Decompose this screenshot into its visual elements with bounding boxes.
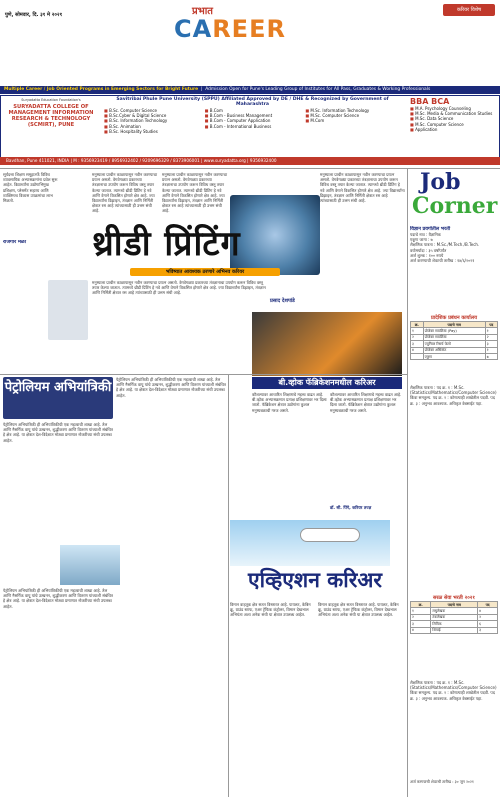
course-col-3: ■ M.Sc. Information Technology ■ M.Sc. Computer Science ■ M.Com xyxy=(305,108,404,152)
job-corner-logo: Job Corner xyxy=(412,169,498,219)
job-table: क्र. पदाचे नाव पद १ प्रोजेक्ट सायंटिस्ट (Pay) १ २ प्रोजेक्ट सायंटिस्ट २ ३ ज्युनियर रिसर्च फेलो ३ ४ प्रोजेक्ट असिस्टंट १ एकूण ७ xyxy=(410,321,498,360)
table-row: २ टंकलेखक २ xyxy=(411,614,498,620)
job-table-block: प्रादेशिक प्रबंधन कार्यालय क्र. पदाचे नाव पद १ प्रोजेक्ट सायंटिस्ट (Pay) १ २ प्रोजेक्ट सायंटिस्ट २ ३ ज्युनियर रिसर्च फेलो ३ ४ प्रोजेक्ट असिस्टंट १ एकूण ७ xyxy=(410,315,498,360)
section-badge: करियर विशेष xyxy=(443,4,495,16)
table-row: ३ ज्युनियर रिसर्च फेलो ३ xyxy=(411,341,498,347)
table-row: ४ प्रोजेक्ट असिस्टंट १ xyxy=(411,347,498,353)
course-col-2: ■ B.Com ■ B.Com - Business Management ■ B.Com - Computer Application ■ B.Com - International Business xyxy=(205,108,304,152)
article-printing-col2: मनुष्याला प्राचीन काळापासून नवीन करण्याचा प्रयत्न असतो. वेगवेगळ्या प्रकारच्या तंत्रज्ञानाचा उपयोग करून विविध वस्तू तयार केल्या जातात. त्यामध्ये थ्रीडी प्रिंटिंग हे नवे आणि वेगाने विकसित होणारे क्षेत्र आहे. ज्या विद्यार्थ्यांना डिझाइन, तंत्रज्ञान आणि निर्मिती क्षेत्रात रस आहे त्यांच्यासाठी ही उत्तम संधी आहे. xyxy=(92,172,157,214)
article-petro-title: पेट्रोलियम अभियांत्रिकी xyxy=(3,377,113,419)
article-printing-right: मनुष्याला प्राचीन काळापासून नवीन करण्याचा प्रयत्न असतो. वेगवेगळ्या प्रकारच्या तंत्रज्ञानाचा उपयोग करून विविध वस्तू तयार केल्या जातात. त्यामध्ये थ्रीडी प्रिंटिंग हे नवे आणि वेगाने विकसित होणारे क्षेत्र आहे. ज्या विद्यार्थ्यांना डिझाइन, तंत्रज्ञान आणि निर्मिती क्षेत्रात रस आहे त्यांच्यासाठी ही उत्तम संधी आहे. xyxy=(320,172,405,204)
aviation-image xyxy=(230,520,390,566)
table-row: १ लघुलेखक ४ xyxy=(411,608,498,614)
article-printing-subtitle: भविष्यात आवश्यक ठरणारे अभिनव करियर xyxy=(130,268,280,276)
printer-illustration xyxy=(48,280,88,340)
article-aviation-author: डॉ. सी. पिंगे, करियर तज्ज्ञ xyxy=(330,505,372,510)
ads-table-block: सरळ सेवा भरती २०२१ क्र. पदाचे नाव पद १ लघुलेखक ४ २ टंकलेखक २ ३ लिपिक ६ ४ शिपाई ३ xyxy=(410,595,498,634)
article-petro-col3: पेट्रोलियम अभियांत्रिकी ही अभियांत्रिकीची एक महत्वाची शाखा आहे. तेल आणि नैसर्गिक वायू यांचे उत्खनन, शुद्धीकरण आणि वितरण यांच्याशी संबंधित हे क्षेत्र आहे. या क्षेत्रात देश-विदेशात मोठ्या प्रमाणात नोकरीच्या संधी उपलब्ध आहेत. xyxy=(116,377,226,398)
article-printing-title: थ्रीडी प्रिंटिंग xyxy=(92,224,241,264)
article-printing-col3: मनुष्याला प्राचीन काळापासून नवीन करण्याचा प्रयत्न असतो. वेगवेगळ्या प्रकारच्या तंत्रज्ञानाचा उपयोग करून विविध वस्तू तयार केल्या जातात. त्यामध्ये थ्रीडी प्रिंटिंग हे नवे आणि वेगाने विकसित होणारे क्षेत्र आहे. ज्या विद्यार्थ्यांना डिझाइन, तंत्रज्ञान आणि निर्मिती क्षेत्रात रस आहे त्यांच्यासाठी ही उत्तम संधी आहे. xyxy=(162,172,227,214)
table-row: ३ लिपिक ६ xyxy=(411,621,498,627)
ad-topbar: Multiple Career / Job Oriented Programs in Emerging Sectors for Bright Future | Admission Open for Pune's Leading Group of Institutes for All Pass, Graduates & Working Professionals xyxy=(0,86,500,94)
article-aviation-title: एव्हिएशन करिअर xyxy=(248,567,382,592)
article-intro-col1: सूर्यदत्ता शिक्षण समूहातर्फे विविध व्यावसायिक अभ्यासक्रमांना प्रवेश सुरू आहेत. विद्यार्थ्यांना उद्योगाभिमुख प्रशिक्षण, प्लेसमेंट सहाय्य आणि व्यक्तिमत्व विकास उपक्रमांचा लाभ मिळतो. xyxy=(3,172,58,204)
job-info-extra: शैक्षणिक पात्रता : पद क्र. १ : M.Sc. (Statistics/Mathematics/Computer Science) किंवा समतुल्य. पद क्र. २ : कोणत्याही शाखेतील पदवी. पद क्र. ३ : अनुभव आवश्यक. अधिकृत वेबसाईट पहा. xyxy=(410,680,497,701)
article-petro-col2: पेट्रोलियम अभियांत्रिकी ही अभियांत्रिकीची एक महत्वाची शाखा आहे. तेल आणि नैसर्गिक वायू यांचे उत्खनन, शुद्धीकरण आणि वितरण यांच्याशी संबंधित हे क्षेत्र आहे. या क्षेत्रात देश-विदेशात मोठ्या प्रमाणात नोकरीच्या संधी उपलब्ध आहेत. xyxy=(3,588,113,609)
article-printing-body: मनुष्याला प्राचीन काळापासून नवीन करण्याचा प्रयत्न असतो. वेगवेगळ्या प्रकारच्या तंत्रज्ञानाचा उपयोग करून विविध वस्तू तयार केल्या जातात. त्यामध्ये थ्रीडी प्रिंटिंग हे नवे आणि वेगाने विकसित होणारे क्षेत्र आहे. ज्या विद्यार्थ्यांना डिझाइन, तंत्रज्ञान आणि निर्मिती क्षेत्रात रस आहे त्यांच्यासाठी ही उत्तम संधी आहे. xyxy=(92,280,266,296)
section-logo xyxy=(172,3,328,47)
course-col-1: ■ B.Sc. Computer Science ■ B.Sc.Cyber & Digital Science ■ B.Sc. Information Technology ■ B.Sc. Animation ■ B.Sc. Hospitality Studies xyxy=(104,108,203,152)
article-bvoc-body2: कौशल्यावर आधारित शिक्षणाचे महत्त्व वाढत आहे. बी.व्होक अभ्यासक्रमात प्रत्यक्ष प्रशिक्षणावर भर दिला जातो. फॅब्रिकेशन क्षेत्रात उद्योगांना कुशल मनुष्यबळाची गरज असते. xyxy=(330,392,402,413)
article-petro-body: पेट्रोलियम अभियांत्रिकी ही अभियांत्रिकीची एक महत्वाची शाखा आहे. तेल आणि नैसर्गिक वायू यांचे उत्खनन, शुद्धीकरण आणि वितरण यांच्याशी संबंधित हे क्षेत्र आहे. या क्षेत्रात देश-विदेशात मोठ्या प्रमाणात नोकरीच्या संधी उपलब्ध आहेत. xyxy=(3,422,113,443)
article-aviation-body2: विमान वाहतूक क्षेत्र सतत विस्तारत आहे. पायलट, केबिन क्रू, ग्राउंड स्टाफ, एअर ट्रॅफिक कंट्रोलर, विमान देखभाल अभियंता अशा अनेक संधी या क्षेत्रात उपलब्ध आहेत. xyxy=(318,602,399,618)
job-footer-note: अर्ज करण्याची शेवटची तारीख : ३० जून २०२१ xyxy=(410,779,474,784)
issue-date: पुणे, सोमवार, दि. ३१ मे २०२१ xyxy=(5,12,63,18)
brand-main: CAREER xyxy=(174,15,286,43)
article-bvoc-body: कौशल्यावर आधारित शिक्षणाचे महत्त्व वाढत आहे. बी.व्होक अभ्यासक्रमात प्रत्यक्ष प्रशिक्षणावर भर दिला जातो. फॅब्रिकेशन क्षेत्रात उद्योगांना कुशल मनुष्यबळाची गरज असते. xyxy=(252,392,327,413)
ad-contact-bar: Bavdhan, Pune 411021, INDIA | M : 9356923419 / 8956932402 / 9209696329 / 8373906001 | www.suryadatta.org | 9356932400 xyxy=(0,157,500,165)
ad-right-courses: BBA BCA ■ M.A. Psychology Counseling ■ M.Sc. Media & Communication Studies ■ M.Sc. Data Science ■ M.Sc. Computer Science ■ Application xyxy=(410,97,498,163)
article-aviation-body: विमान वाहतूक क्षेत्र सतत विस्तारत आहे. पायलट, केबिन क्रू, ग्राउंड स्टाफ, एअर ट्रॅफिक कंट्रोलर, विमान देखभाल अभियंता अशा अनेक संधी या क्षेत्रात उपलब्ध आहेत. xyxy=(230,602,311,618)
course-list xyxy=(104,108,404,152)
ad-organization: Suryadatta Education Foundation's SURYADATTA COLLEGE OF MANAGEMENT INFORMATION RESEARCH & TECHNOLOGY (SCMIRT), PUNE xyxy=(8,98,94,128)
ad-accreditation: Savitribai Phule Pune University (SPPU) Affiliated Approved by DE / DHE & Recognized by Government of Maharashtra xyxy=(116,97,389,107)
ads-table: क्र. पदाचे नाव पद १ लघुलेखक ४ २ टंकलेखक २ ३ लिपिक ६ ४ शिपाई ३ xyxy=(410,601,498,634)
job-info-body: शैक्षणिक पात्रता : पद क्र. १ : M.Sc. (Statistics/Mathematics/Computer Science) किंवा समतुल्य. पद क्र. २ : कोणत्याही शाखेतील पदवी. पद क्र. ३ : अनुभव आवश्यक. अधिकृत वेबसाईट पहा. xyxy=(410,385,497,406)
table-row: ४ शिपाई ३ xyxy=(411,627,498,633)
table-row: २ प्रोजेक्ट सायंटिस्ट २ xyxy=(411,334,498,340)
article-rozgar: रोजगार मेळा xyxy=(3,240,27,245)
table-row: १ प्रोजेक्ट सायंटिस्ट (Pay) १ xyxy=(411,328,498,334)
petro-illustration xyxy=(60,545,120,585)
table-row: एकूण ७ xyxy=(411,354,498,360)
article-printing-author: प्रसाद देशपांडे xyxy=(270,298,295,304)
bvoc-image xyxy=(252,312,402,376)
airplane-icon xyxy=(300,528,360,542)
job-corner-listing: विज्ञान प्रवर्गातील भरती पदाचे नाव : वैज्ञानिक एकूण जागा : ७ शैक्षणिक पात्रता : M.Sc./M.Tech./B.Tech. वयोमर्यादा : ३५ वर्षांपर्यंत अर्ज शुल्क : १०० रुपये अर्ज करण्याची शेवटची तारीख : १४/६/२०२१ xyxy=(410,227,480,264)
brand-top: प्रभात xyxy=(192,6,214,17)
article-bvoc-title: बी.व्होक फॅब्रिकेशनमधील करिअर xyxy=(252,377,402,389)
